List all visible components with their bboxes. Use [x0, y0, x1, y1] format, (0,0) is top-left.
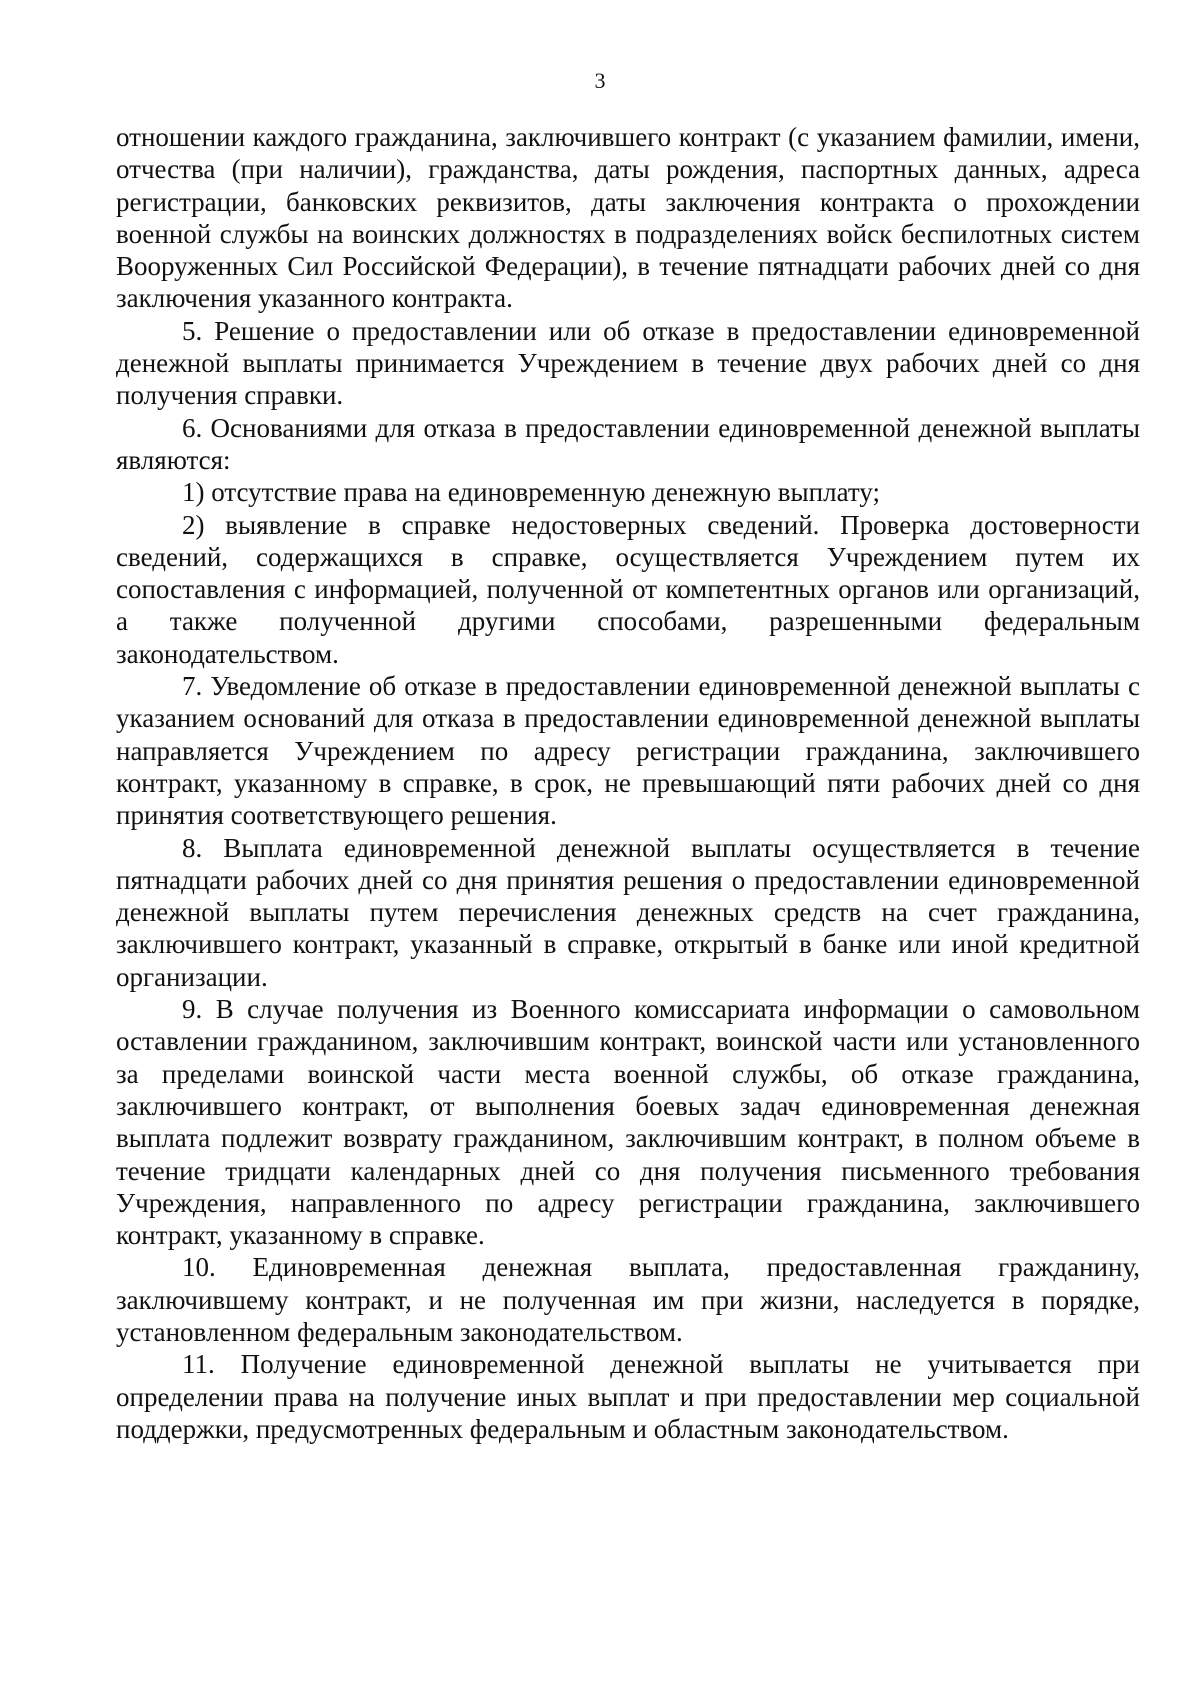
paragraph-item-6: 6. Основаниями для отказа в предоставлении единовременной денежной выплаты являются: — [116, 412, 1140, 475]
document-body — [116, 121, 1140, 1445]
paragraph-item-7: 7. Уведомление об отказе в предоставлении единовременной денежной выплаты с указанием оснований для отказа в предоставлении единовременной денежной выплаты направляется Учреждением по адресу регистрации гражданина, заключившего контракт, указанному в справке, в срок, не превышающий пяти рабочих дней со дня принятия соответствующего решения. — [116, 671, 1140, 831]
paragraph-subitem-2: 2) выявление в справке недостоверных сведений. Проверка достоверности сведений, содержащихся в справке, осуществляется Учреждением путем их сопоставления с информацией, полученной от компетентных органов или организаций, а также полученной другими способами, разрешенными федеральным законодательством. — [116, 509, 1140, 669]
paragraph-subitem-1: 1) отсутствие права на единовременную денежную выплату; — [182, 477, 880, 508]
paragraph-continuation: отношении каждого гражданина, заключившего контракт (с указанием фамилии, имени, отчества (при наличии), гражданства, даты рождения, паспортных данных, адреса регистрации, банковских реквизитов, даты заключения контракта о прохождении военной службы на воинских должностях в подразделениях войск беспилотных систем Вооруженных Сил Российской Федерации), в течение пятнадцати рабочих дней со дня заключения указанного контракта. — [116, 122, 1140, 314]
paragraph-item-9: 9. В случае получения из Военного комиссариата информации о самовольном оставлении гражданином, заключившим контракт, воинской части или установленного за пределами воинской части места военной службы, об отказе гражданина, заключившего контракт, от выполнения боевых задач единовременная денежная выплата подлежит возврату гражданином, заключившим контракт, в полном объеме в течение тридцати календарных дней со дня получения письменного требования Учреждения, направленного по адресу регистрации гражданина, заключившего контракт, указанному в справке. — [116, 994, 1140, 1251]
paragraph-item-8: 8. Выплата единовременной денежной выплаты осуществляется в течение пятнадцати рабочих дней со дня принятия решения о предоставлении единовременной денежной выплаты путем перечисления денежных средств на счет гражданина, заключившего контракт, указанный в справке, открытый в банке или иной кредитной организации. — [116, 832, 1140, 992]
page-number: 3 — [594, 68, 606, 93]
paragraph-item-11: 11. Получение единовременной денежной выплаты не учитывается при определении права на получение иных выплат и при предоставлении мер социальной поддержки, предусмотренных федеральным и областным законодательством. — [116, 1349, 1140, 1444]
paragraph-item-10: 10. Единовременная денежная выплата, предоставленная гражданину, заключившему контракт, и не полученная им при жизни, наследуется в порядке, установленном федеральным законодательством. — [116, 1252, 1140, 1347]
paragraph-item-5: 5. Решение о предоставлении или об отказе в предоставлении единовременной денежной выплаты принимается Учреждением в течение двух рабочих дней со дня получения справки. — [116, 315, 1140, 411]
